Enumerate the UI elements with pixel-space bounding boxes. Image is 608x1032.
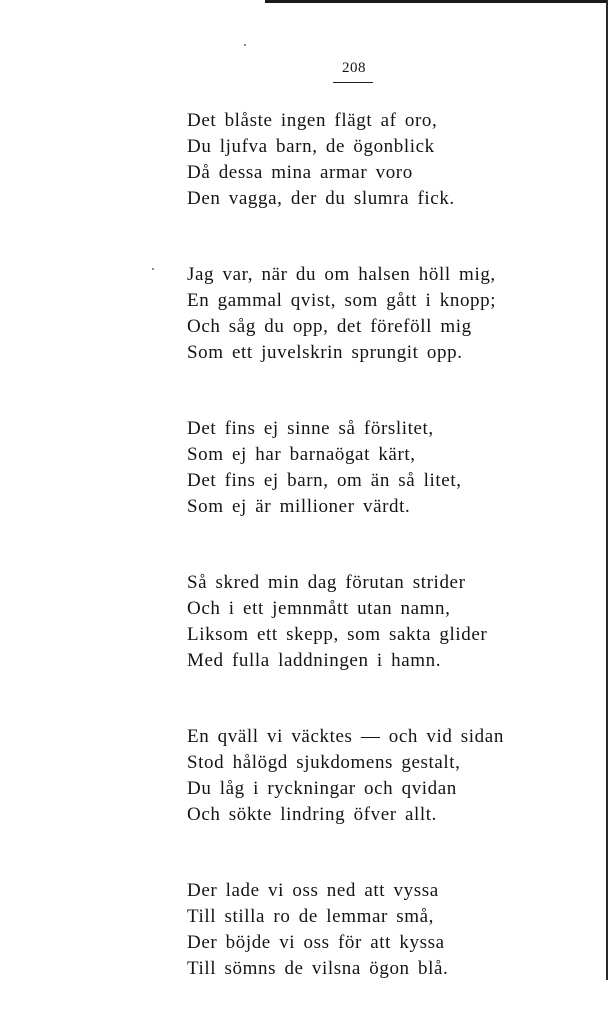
- stanza-3: [187, 416, 597, 520]
- poem-line: Det fins ej sinne så förslitet,: [187, 418, 434, 439]
- poem-line: Och i ett jemnmått utan namn,: [187, 598, 451, 619]
- poem-line: Som ej är millioner värdt.: [187, 496, 411, 517]
- poem-line: Jag var, när du om halsen höll mig,: [187, 264, 496, 285]
- paper-speck: [152, 268, 154, 270]
- poem-body: [187, 108, 597, 1032]
- poem-line: Då dessa mina armar voro: [187, 162, 413, 183]
- poem-line: Som ett juvelskrin sprungit opp.: [187, 342, 463, 363]
- poem-line: Du låg i ryckningar och qvidan: [187, 778, 457, 799]
- page-number-underline: [333, 82, 373, 83]
- poem-line: Och såg du opp, det föreföll mig: [187, 316, 472, 337]
- poem-line: Så skred min dag förutan strider: [187, 572, 466, 593]
- stanza-2: [187, 262, 597, 366]
- poem-line: Den vagga, der du slumra fick.: [187, 188, 455, 209]
- poem-line: Stod hålögd sjukdomens gestalt,: [187, 752, 461, 773]
- poem-line: Och sökte lindring öfver allt.: [187, 804, 438, 825]
- poem-line: Det blåste ingen flägt af oro,: [187, 110, 438, 131]
- poem-line: Till sömns de vilsna ögon blå.: [187, 958, 449, 979]
- poem-line: Der böjde vi oss för att kyssa: [187, 932, 445, 953]
- page-number: 208: [342, 60, 366, 76]
- poem-line: Du ljufva barn, de ögonblick: [187, 136, 435, 157]
- paper-speck: [244, 44, 246, 46]
- stanza-1: [187, 108, 597, 212]
- poem-line: Till stilla ro de lemmar små,: [187, 906, 435, 927]
- top-border-rule: [265, 0, 608, 3]
- stanza-4: [187, 570, 597, 674]
- stanza-6: [187, 878, 597, 982]
- poem-line: Liksom ett skepp, som sakta glider: [187, 624, 488, 645]
- poem-line: Det fins ej barn, om än så litet,: [187, 470, 462, 491]
- poem-line: Med fulla laddningen i hamn.: [187, 650, 442, 671]
- poem-line: En qväll vi väcktes — och vid sidan: [187, 726, 504, 747]
- stanza-5: [187, 724, 597, 828]
- poem-line: Som ej har barnaögat kärt,: [187, 444, 416, 465]
- poem-line: Der lade vi oss ned att vyssa: [187, 880, 439, 901]
- poem-line: En gammal qvist, som gått i knopp;: [187, 290, 497, 311]
